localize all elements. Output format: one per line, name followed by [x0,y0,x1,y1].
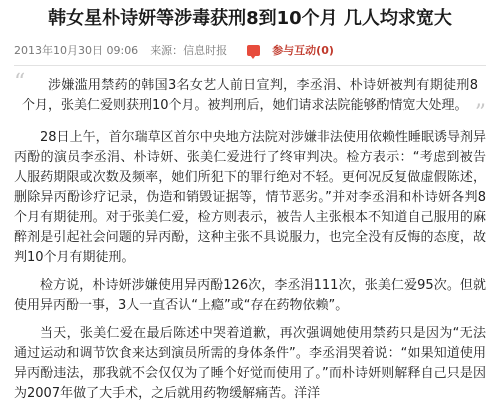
source-label: 来源：信息时报 [150,44,228,57]
comment-interact-link[interactable] [247,42,346,58]
interact-label: 参与互动(0) [272,44,334,57]
publish-datetime: 2013年10月30日 09:06 [14,44,139,57]
body-paragraph: 检方说，朴诗妍涉嫌使用异丙酚126次，李丞涓111次，张美仁爱95次。但就使用异丙酚一事，3人一直否认“上瘾”或“存在药物依赖”。 [14,278,486,313]
article-lead [14,70,486,126]
body-paragraph: 28日上午，首尔瑞草区首尔中央地方法院对涉嫌非法使用依赖性睡眠诱导剂异丙酚的演员李丞涓、朴诗妍、张美仁爱进行了终审判决。检方表示：“考虑到被告人服药期限或次数及频率，她们所犯下的罪行绝对不轻。更何况反复做虚假陈述，删除异丙酚诊疗记录，伪造和销毁证据等，情节恶劣。”并对李丞涓和朴诗妍各判8个月有期徒刑。对于张美仁爱，检方则表示，被告人主张根本不知道自己服用的麻醉剂是引起社会问题的异丙酚，这种主张不具说服力，也完全没有反悔的态度，故判10个月有期徒刑。 [14,130,486,265]
article-meta [14,41,486,59]
body-paragraph: 当天，张美仁爱在最后陈述中哭着道歉，再次强调她使用禁药只是因为“无法通过运动和调节饮食来达到演员所需的身体条件”。李丞涓哭着说：“如果知道使用异丙酚违法，那我就不会仅仅为了睡个好觉而使用了。”而朴诗妍则解释自己只是因为2007年做了大手术，之后就用药物缓解痛苦。洋洋 [14,326,486,401]
open-quote-mark: “ [14,70,26,95]
article-title: 韩女星朴诗妍等涉毒获刑8到10个月 几人均求宽大 [48,8,452,29]
comment-bubble-icon [247,45,260,56]
divider [14,65,486,66]
close-quote-mark: ” [474,101,486,126]
lead-paragraph: 涉嫌滥用禁药的韩国3名女艺人前日宣判，李丞涓、朴诗妍被判有期徒刑8个月，张美仁爱则获刑10个月。被判刑后，她们请求法院能够酌情宽大处理。 [22,78,478,113]
